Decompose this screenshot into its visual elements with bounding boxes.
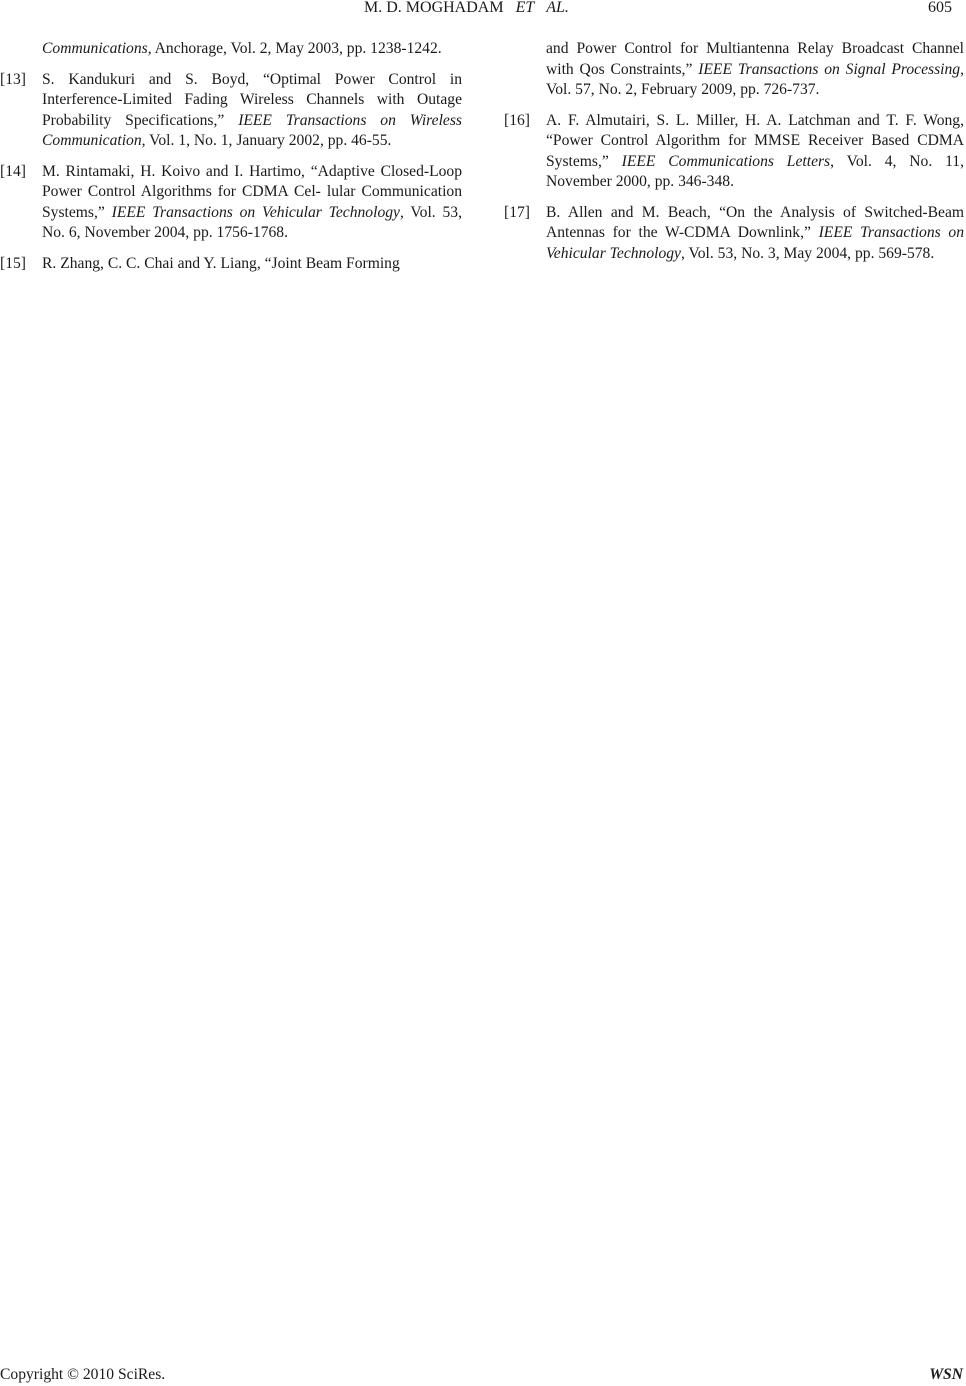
reference-continuation — [0, 39, 462, 60]
reference-details: , Anchorage, Vol. 2, May 2003, pp. 1238-1242. — [147, 40, 442, 57]
right-column — [504, 39, 964, 274]
header-author: M. D. MOGHADAM ET AL. — [364, 0, 569, 16]
reference-details: , Vol. 53, No. 6, November 2004, pp. 1756-1768. — [42, 203, 462, 241]
running-header — [0, 0, 966, 22]
reference-authors-title: R. Zhang, C. C. Chai and Y. Liang, “Joint Beam Forming — [42, 254, 400, 272]
reference-14 — [0, 162, 462, 244]
left-column — [0, 39, 462, 284]
reference-details: , Vol. 4, No. 11, November 2000, pp. 346-348. — [546, 152, 964, 190]
reference-authors-title: M. Rintamaki, H. Koivo and I. Hartimo, “Adaptive Closed-Loop Power Control Algorithms for CDMA Cel- lular Communication Systems,” — [42, 162, 462, 221]
reference-authors-title: A. F. Almutairi, S. L. Miller, H. A. Latchman and T. F. Wong, “Power Control Algorithm for MMSE Receiver Based CDMA Systems,” — [546, 111, 964, 170]
reference-journal: IEEE Transactions on Signal Processing — [698, 60, 961, 78]
reference-number: [17] — [504, 203, 530, 221]
header-al: AL. — [546, 0, 569, 16]
reference-journal: IEEE Transactions on Wireless Communication — [42, 111, 462, 149]
reference-authors-title: and Power Control for Multiantenna Relay Broadcast Channel with Qos Constraints,” — [546, 40, 964, 78]
header-et: ET — [515, 0, 535, 16]
reference-authors-title: B. Allen and M. Beach, “On the Analysis of Switched-Beam Antennas for the W-CDMA Downlink,” — [546, 203, 964, 241]
reference-journal: IEEE Communications Letters — [621, 152, 831, 170]
reference-details: , Vol. 53, No. 3, May 2004, pp. 569-578. — [680, 244, 935, 262]
reference-details: , Vol. 1, No. 1, January 2002, pp. 46-55. — [141, 132, 392, 149]
reference-number: [13] — [0, 70, 26, 88]
reference-number: [16] — [504, 111, 530, 129]
reference-authors-title: S. Kandukuri and S. Boyd, “Optimal Power Control in Interference-Limited Fading Wireless Channels with Outage Probability Specifications,” — [42, 70, 462, 129]
reference-16 — [504, 111, 964, 193]
reference-17 — [504, 203, 964, 265]
reference-details: , Vol. 57, No. 2, February 2009, pp. 726-737. — [546, 60, 964, 98]
reference-journal: IEEE Transactions on Vehicular Technology — [111, 203, 400, 221]
reference-13 — [0, 70, 462, 152]
copyright-notice: Copyright © 2010 SciRes. — [0, 1366, 166, 1383]
reference-number: [14] — [0, 162, 26, 180]
reference-journal: IEEE Transactions on Vehicular Technology — [546, 224, 964, 262]
reference-number: [15] — [0, 254, 26, 272]
reference-continuation — [504, 39, 964, 101]
reference-journal: Communications — [42, 40, 148, 57]
reference-15 — [0, 254, 462, 275]
journal-abbreviation: WSN — [929, 1366, 963, 1383]
page-number: 605 — [928, 0, 952, 16]
